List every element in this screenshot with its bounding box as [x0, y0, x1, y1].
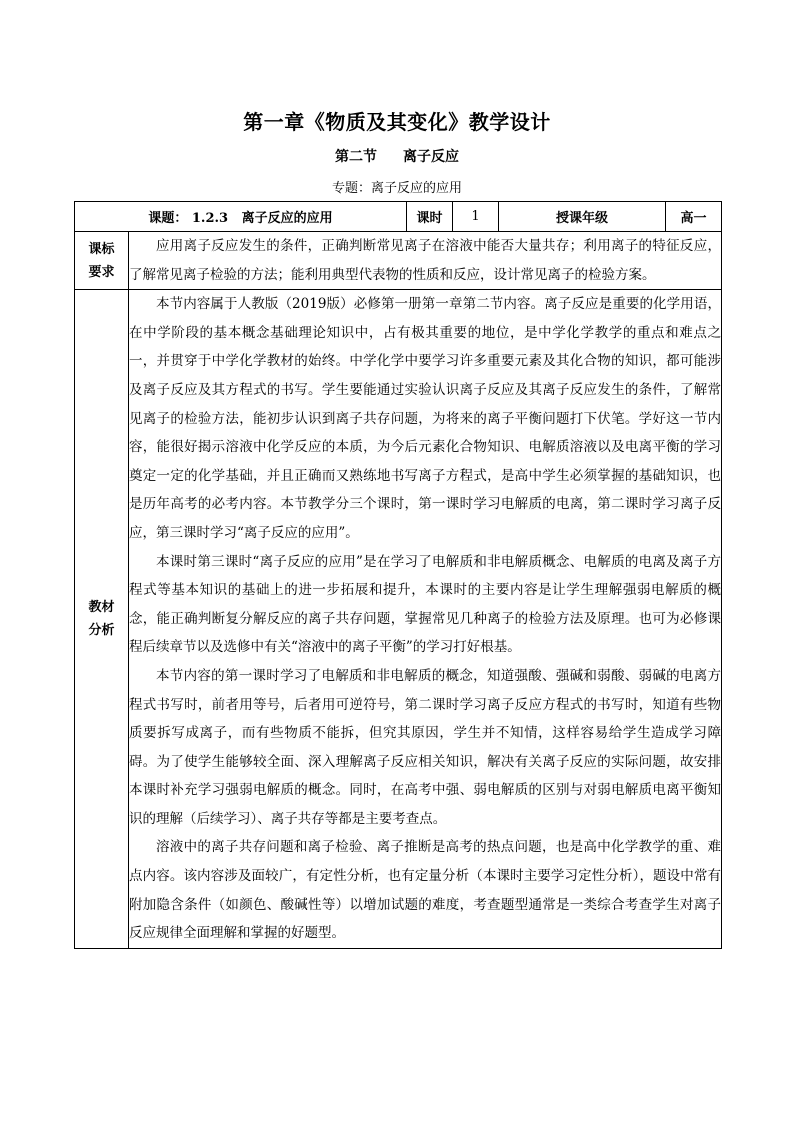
standards-label-line1: 课标 [88, 241, 115, 257]
grade-value: 高一 [666, 202, 722, 232]
standards-row [75, 232, 722, 290]
analysis-label-line2: 分析 [88, 623, 115, 639]
hours-label: 课时 [407, 202, 453, 232]
lesson-name: 离子反应的应用 [241, 211, 333, 226]
standards-label-line2: 要求 [88, 264, 115, 280]
header-row [75, 202, 722, 232]
hours-value: 1 [453, 202, 499, 232]
page-title: 第一章《物质及其变化》教学设计 [243, 110, 551, 134]
analysis-content [129, 290, 722, 949]
analysis-label-line1: 教材 [88, 600, 115, 616]
topic-line: 专题：离子反应的应用 [331, 181, 462, 196]
analysis-paragraph: 本节内容的第一课时学习了电解质和非电解质的概念，知道强酸、强碱和弱酸、弱碱的电离方程式书写时，前者用等号，后者用可逆符号，第二课时学习离子反应方程式的书写时，知道有些物质要拆写成离子，而有些物质不能拆，但究其原因，学生并不知情，这样容易给学生造成学习障碍。为了使学生能够较全面、深入理解离子反应相关知识，解决有关离子反应的实际问题，故安排本课时补充学习强弱电解质的概念。同时，在高考中强、弱电解质的区别与对弱电解质电离平衡知识的理解（后续学习）、离子共存等都是主要考查点。 [129, 667, 721, 827]
lesson-label: 课题： [148, 211, 188, 226]
lesson-number: 1.2.3 [191, 211, 229, 226]
analysis-paragraph: 溶液中的离子共存问题和离子检验、离子推断是高考的热点问题，也是高中化学教学的重、难点内容。该内容涉及面较广，有定性分析，也有定量分析（本课时主要学习定性分析），题设中常有附加隐含条件（如颜色、酸碱性等）以增加试题的难度，考查题型通常是一类综合考查学生对离子反应规律全面理解和掌握的好题型。 [129, 839, 721, 942]
standards-text: 应用离子反应发生的条件，正确判断常见离子在溶液中能否大量共存；利用离子的特征反应，了解常见离子检验的方法；能利用典型代表物的性质和反应，设计常见离子的检验方案。 [129, 238, 721, 283]
standards-label [75, 232, 129, 290]
analysis-paragraph: 本节内容属于人教版（2019版）必修第一册第一章第二节内容。离子反应是重要的化学用语，在中学阶段的基本概念基础理论知识中，占有极其重要的地位，是中学化学教学的重点和难点之一，并贯穿于中学化学教材的始终。中学化学中要学习许多重要元素及其化合物的知识，都可能涉及离子反应及其方程式的书写。学生要能通过实验认识离子反应及其离子反应发生的条件，了解常见离子的检验方法，能初步认识到离子共存问题，为将来的离子平衡问题打下伏笔。学好这一节内容，能很好揭示溶液中化学反应的本质，为今后元素化合物知识、电解质溶液以及电离平衡的学习奠定一定的化学基础，并且正确而又熟练地书写离子方程式，是高中学生必须掌握的基础知识，也是历年高考的必考内容。本节教学分三个课时，第一课时学习电解质的电离，第二课时学习离子反应，第三课时学习“离子反应的应用”。 [129, 296, 721, 541]
section-name: 离子反应 [403, 149, 459, 165]
standards-content [129, 232, 722, 290]
analysis-row [75, 290, 722, 949]
analysis-label [75, 290, 129, 949]
lesson-design-table [74, 201, 722, 949]
section-heading [0, 146, 794, 166]
lesson-title-cell [75, 202, 407, 232]
section-number: 第二节 [335, 149, 377, 165]
analysis-paragraph: 本课时第三课时“离子反应的应用”是在学习了电解质和非电解质概念、电解质的电离及离子方程式等基本知识的基础上的进一步拓展和提升，本课时的主要内容是让学生理解强弱电解质的概念，能正确判断复分解反应的离子共存问题，掌握常见几种离子的检验方法及原理。也可为必修课程后续章节以及选修中有关“溶液中的离子平衡”的学习打好根基。 [129, 553, 721, 656]
grade-label: 授课年级 [499, 202, 666, 232]
